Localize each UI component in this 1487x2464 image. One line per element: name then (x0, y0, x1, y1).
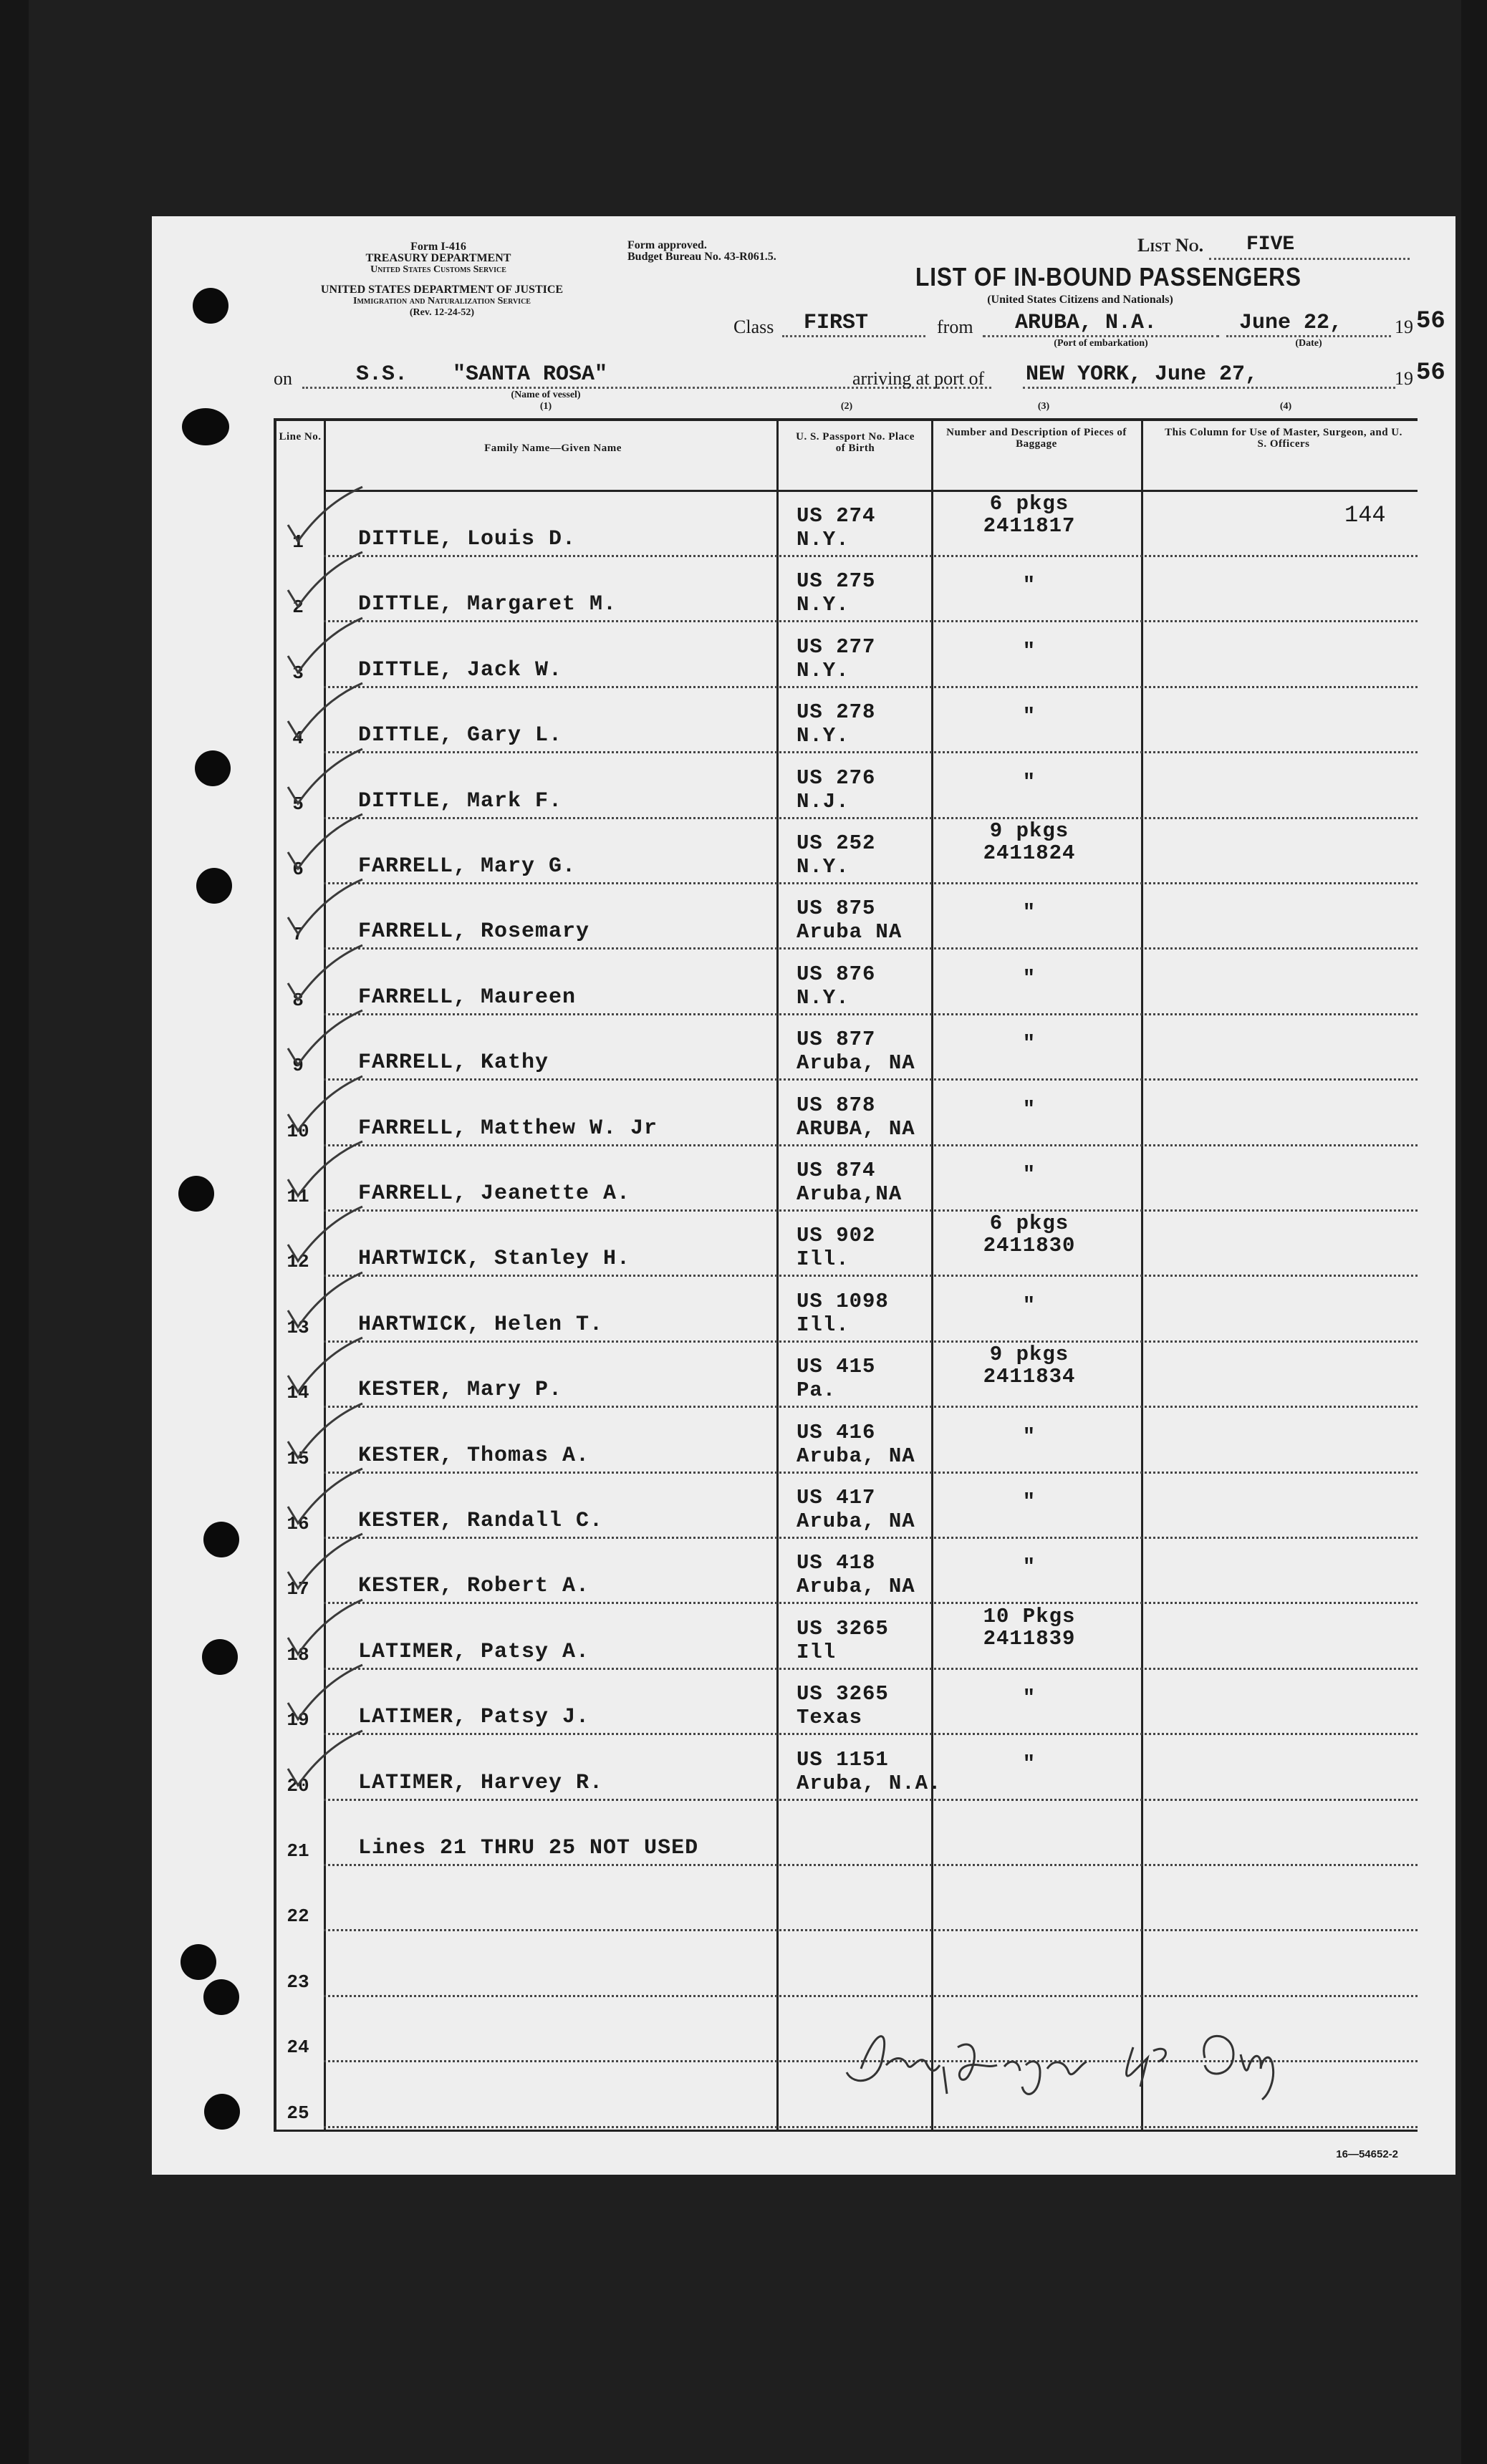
col-no-1: (1) (539, 401, 552, 412)
punch-hole (182, 408, 229, 445)
passenger-name: HARTWICK, Helen T. (358, 1312, 604, 1337)
check-mark (282, 813, 368, 877)
baggage-description: " (1022, 1097, 1036, 1121)
passport-birthplace: US 278 N.Y. (797, 700, 876, 748)
table-row (274, 1212, 1418, 1277)
baggage-description: " (1022, 1555, 1036, 1580)
passenger-name: DITTLE, Louis D. (358, 527, 577, 551)
passport-birthplace: US 416 Aruba, NA (797, 1420, 915, 1468)
table-row (274, 819, 1418, 884)
table-row (274, 754, 1418, 819)
baggage-description: 9 pkgs 2411834 (983, 1343, 1076, 1389)
passenger-name: FARRELL, Matthew W. Jr (358, 1116, 658, 1141)
departure-date: June 22, (1239, 311, 1343, 335)
passenger-list-form (152, 216, 1455, 2175)
passenger-table (274, 418, 1418, 2133)
departure-year: 56 (1416, 308, 1445, 335)
vessel-prefix: S.S. (356, 362, 408, 387)
line-number: 21 (287, 1840, 309, 1862)
arrival-dotline (1023, 387, 1395, 389)
arrival-port-date: NEW YORK, June 27, (1026, 362, 1259, 387)
baggage-description: " (1022, 770, 1036, 794)
punch-hole (178, 1176, 214, 1212)
passport-birthplace: US 276 N.J. (797, 765, 876, 813)
passenger-name: DITTLE, Margaret M. (358, 592, 617, 617)
handwritten-signature (832, 2015, 1348, 2108)
line-number: 19 (287, 1709, 309, 1731)
class-value: FIRST (804, 311, 869, 335)
baggage-description: " (1022, 1490, 1036, 1514)
vessel-name: "SANTA ROSA" (453, 362, 608, 387)
baggage-description: " (1022, 1686, 1036, 1711)
check-mark (282, 1532, 368, 1597)
col-no-4: (4) (1279, 401, 1292, 412)
passport-birthplace: US 876 N.Y. (797, 962, 876, 1010)
table-row (274, 1605, 1418, 1670)
punch-hole (181, 1944, 216, 1980)
baggage-description: 6 pkgs 2411830 (983, 1212, 1076, 1258)
baggage-description: " (1022, 1163, 1036, 1187)
baggage-description: " (1022, 705, 1036, 729)
passenger-name: LATIMER, Harvey R. (358, 1770, 604, 1795)
line-number: 18 (287, 1643, 309, 1666)
line-number: 20 (287, 1774, 309, 1797)
embark-caption: (Port of embarkation) (1054, 338, 1148, 349)
line-number: 13 (287, 1316, 309, 1338)
passenger-name: KESTER, Robert A. (358, 1574, 590, 1599)
table-row (274, 492, 1418, 557)
passenger-name: FARRELL, Mary G. (358, 854, 577, 879)
check-mark (282, 1402, 368, 1467)
baggage-description: 10 Pkgs 2411839 (983, 1604, 1076, 1651)
date-caption: (Date) (1295, 338, 1322, 349)
punch-hole (196, 868, 232, 904)
form-approved: Form approved. (627, 239, 707, 251)
line-number: 5 (292, 793, 304, 815)
embark-dotline (983, 335, 1219, 337)
passport-birthplace: US 877 Aruba, NA (797, 1028, 915, 1076)
table-row (274, 1409, 1418, 1474)
punch-hole (203, 1979, 239, 2015)
punch-hole (193, 288, 228, 324)
line-number: 23 (287, 1971, 309, 1993)
line-number: 4 (292, 728, 304, 750)
baggage-description: " (1022, 1424, 1036, 1449)
form-number: Form I-416 (410, 241, 466, 253)
passport-birthplace: US 878 ARUBA, NA (797, 1093, 915, 1141)
baggage-description: " (1022, 1032, 1036, 1056)
form-subtitle: (United States Citizens and Nationals) (987, 294, 1173, 306)
check-mark (282, 1598, 368, 1663)
punch-hole (202, 1639, 238, 1675)
header-official: This Column for Use of Master, Surgeon, and U. S. Officers (1165, 427, 1402, 450)
header-passport: U. S. Passport No. Place of Birth (796, 431, 915, 454)
line-number: 12 (287, 1251, 309, 1273)
punch-hole (203, 1522, 239, 1557)
passport-birthplace: US 3265 Texas (797, 1682, 889, 1730)
line-number: 24 (287, 2037, 309, 2059)
passport-birthplace: US 274 N.Y. (797, 504, 876, 551)
line-number: 25 (287, 2102, 309, 2124)
check-mark (282, 944, 368, 1008)
header-family-name: Family Name—Given Name (484, 443, 622, 454)
passenger-name: LATIMER, Patsy A. (358, 1639, 590, 1664)
passport-birthplace: US 415 Pa. (797, 1355, 876, 1403)
passport-birthplace: US 1098 Ill. (797, 1289, 889, 1337)
passport-birthplace: US 902 Ill. (797, 1224, 876, 1272)
passenger-name: FARRELL, Maureen (358, 985, 577, 1010)
form-footer-code: 16—54652-2 (1336, 2148, 1398, 2160)
passport-birthplace: US 277 N.Y. (797, 634, 876, 682)
class-dotline (782, 335, 925, 337)
line-number: 10 (287, 1120, 309, 1142)
check-mark (282, 1205, 368, 1273)
passenger-name: DITTLE, Mark F. (358, 788, 563, 813)
header-line-no: Line No. (279, 431, 322, 443)
table-row (274, 557, 1418, 622)
line-number: 22 (287, 1905, 309, 1928)
passenger-name: KESTER, Randall C. (358, 1509, 604, 1533)
official-notation: 144 (1344, 502, 1386, 528)
check-mark (282, 1009, 368, 1073)
passenger-name: Lines 21 THRU 25 NOT USED (358, 1836, 699, 1860)
line-number: 7 (292, 924, 304, 946)
table-row (274, 1015, 1418, 1081)
check-mark (282, 1271, 368, 1335)
baggage-description: 6 pkgs 2411817 (983, 492, 1076, 538)
form-title: LIST OF IN-BOUND PASSENGERS (915, 262, 1301, 291)
date-dotline (1226, 335, 1391, 337)
punch-hole (195, 750, 231, 786)
table-bottom-border (274, 2130, 1418, 2132)
passenger-name: DITTLE, Jack W. (358, 657, 563, 682)
col-no-2: (2) (840, 401, 853, 412)
passenger-name: FARRELL, Rosemary (358, 919, 590, 944)
table-row (274, 884, 1418, 950)
check-mark (282, 878, 368, 942)
arrival-year: 56 (1416, 359, 1445, 387)
table-row (274, 1539, 1418, 1604)
table-row (274, 1081, 1418, 1146)
check-mark (282, 748, 368, 812)
arriving-label: arriving at port of (852, 368, 985, 389)
table-row (274, 623, 1418, 688)
check-mark (282, 1467, 368, 1532)
passport-birthplace: US 417 Aruba, NA (797, 1486, 915, 1533)
passport-birthplace: US 3265 Ill (797, 1616, 889, 1664)
check-mark (282, 617, 368, 681)
passport-birthplace: US 1151 Aruba, N.A. (797, 1747, 942, 1795)
baggage-description: " (1022, 1293, 1036, 1318)
line-number: 14 (287, 1382, 309, 1404)
table-row (274, 1801, 1418, 1866)
line-number: 3 (292, 662, 304, 684)
year-prefix: 19 (1395, 317, 1413, 337)
row-dotted-rule (324, 2126, 1418, 2128)
list-no-dotline (1209, 258, 1410, 260)
table-row (274, 950, 1418, 1015)
check-mark (282, 485, 368, 550)
line-number: 2 (292, 596, 304, 619)
table-row (274, 1146, 1418, 1212)
check-mark (282, 1663, 368, 1728)
punch-hole (204, 2094, 240, 2130)
baggage-description: " (1022, 901, 1036, 925)
vessel-caption: (Name of vessel) (511, 390, 581, 400)
table-row (274, 1670, 1418, 1735)
list-no-label: List No. (1137, 235, 1204, 256)
passport-birthplace: US 275 N.Y. (797, 569, 876, 617)
line-number: 16 (287, 1513, 309, 1535)
table-row (274, 1474, 1418, 1539)
passport-birthplace: US 874 Aruba,NA (797, 1159, 903, 1206)
passenger-name: HARTWICK, Stanley H. (358, 1247, 631, 1272)
check-mark (282, 551, 368, 615)
baggage-description: " (1022, 574, 1036, 598)
check-mark (282, 682, 368, 746)
line-number: 8 (292, 989, 304, 1011)
passenger-name: FARRELL, Kathy (358, 1050, 549, 1076)
line-number: 6 (292, 859, 304, 880)
line-number: 11 (287, 1186, 309, 1207)
line-number: 1 (292, 531, 304, 553)
check-mark (282, 1075, 368, 1139)
passenger-name: LATIMER, Patsy J. (358, 1705, 590, 1730)
table-row (274, 1866, 1418, 1931)
check-mark (282, 1140, 368, 1204)
table-row (274, 688, 1418, 753)
check-mark (282, 1336, 368, 1404)
list-no-value: FIVE (1246, 233, 1295, 256)
passport-birthplace: US 875 Aruba NA (797, 897, 903, 944)
passenger-name: DITTLE, Gary L. (358, 723, 563, 748)
passport-birthplace: US 418 Aruba, NA (797, 1551, 915, 1599)
passport-birthplace: US 252 N.Y. (797, 831, 876, 879)
arrival-year-prefix: 19 (1395, 368, 1413, 389)
table-top-border (274, 418, 1418, 421)
passenger-name: FARRELL, Jeanette A. (358, 1182, 631, 1206)
baggage-description: " (1022, 966, 1036, 990)
on-label: on (274, 368, 292, 389)
table-row (274, 1932, 1418, 1997)
table-row (274, 1277, 1418, 1343)
form-revision: (Rev. 12-24-52) (409, 307, 475, 318)
check-mark (282, 1729, 368, 1794)
header-baggage: Number and Description of Pieces of Baggage (946, 427, 1127, 450)
budget-bureau: Budget Bureau No. 43-R061.5. (627, 251, 776, 263)
line-number: 15 (287, 1447, 309, 1469)
passenger-name: KESTER, Mary P. (358, 1378, 563, 1403)
baggage-description: " (1022, 1752, 1036, 1776)
col-no-3: (3) (1037, 401, 1050, 412)
table-row (274, 1343, 1418, 1408)
baggage-description: 9 pkgs 2411824 (983, 819, 1076, 865)
table-row (274, 1736, 1418, 1801)
passenger-name: KESTER, Thomas A. (358, 1443, 590, 1468)
line-number: 17 (287, 1578, 309, 1600)
class-label: Class (733, 317, 774, 337)
embark-port: ARUBA, N.A. (1015, 311, 1158, 335)
baggage-description: " (1022, 639, 1036, 663)
customs-service: United States Customs Service (370, 264, 506, 275)
treasury-department: TREASURY DEPARTMENT (365, 252, 511, 264)
ins-service: Immigration and Naturalization Service (353, 296, 531, 306)
from-label: from (937, 317, 973, 337)
line-number: 9 (292, 1055, 304, 1077)
justice-department: UNITED STATES DEPARTMENT OF JUSTICE (320, 284, 564, 296)
